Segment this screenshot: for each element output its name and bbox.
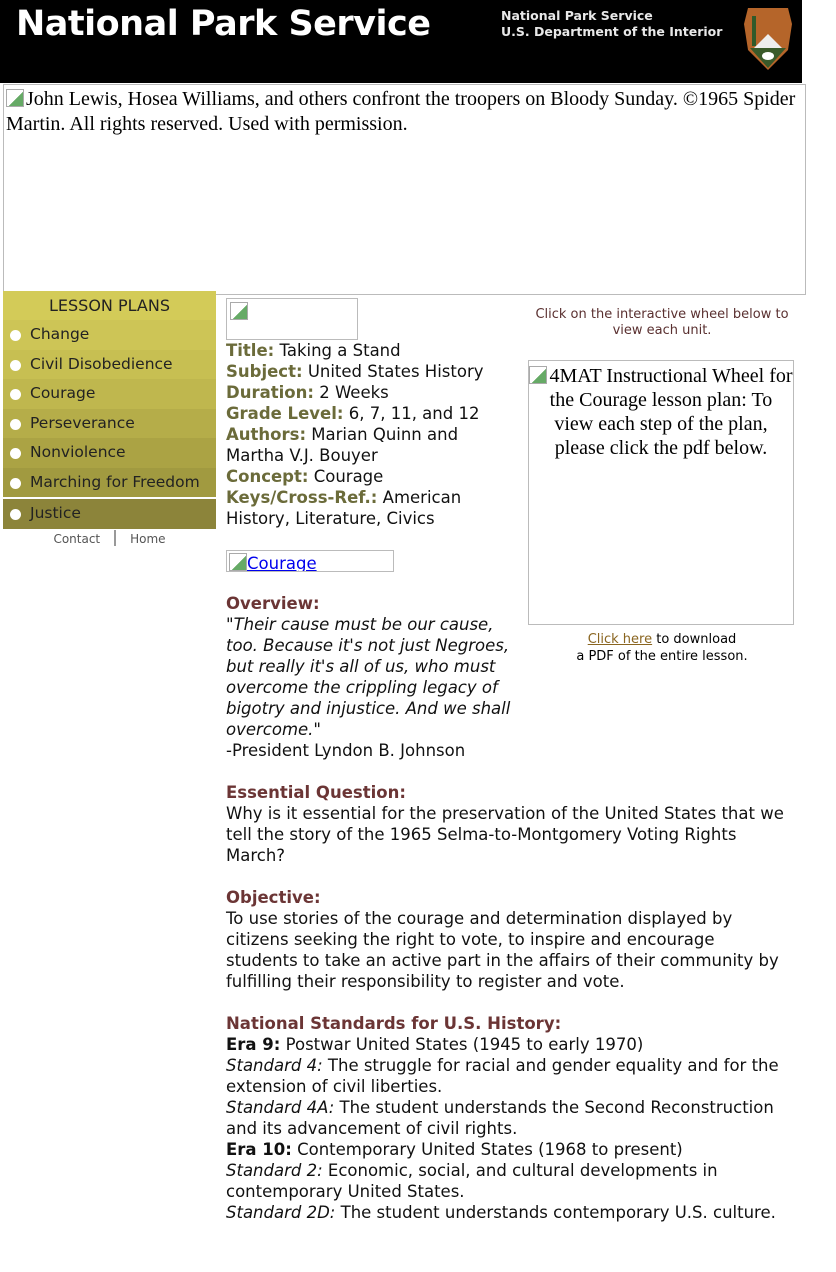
standard-item: Standard 4A: The student understands the Second Reconstruction and its advancement of civil rights.: [226, 1098, 774, 1138]
sidebar-item-change[interactable]: Change: [3, 320, 216, 350]
info-row: Subject: United States History: [226, 362, 484, 381]
quote-attribution: -President Lyndon B. Johnson: [226, 741, 466, 760]
sidebar-item-courage[interactable]: Courage: [3, 379, 216, 409]
site-title[interactable]: National Park Service: [16, 4, 431, 44]
objective-heading: Objective:: [226, 888, 321, 907]
contact-link[interactable]: Contact: [53, 532, 101, 546]
pdf-download-link[interactable]: Click here: [587, 632, 653, 647]
standard-item: Standard 4: The struggle for racial and gender equality and for the extension of civil liberties.: [226, 1056, 779, 1096]
divider: [114, 530, 116, 546]
info-row: Title: Taking a Stand: [226, 341, 401, 360]
site-header: [0, 0, 802, 83]
broken-image-icon: [229, 553, 247, 571]
sidebar-item-nonviolence[interactable]: Nonviolence: [3, 438, 216, 468]
agency-text: National Park Service U.S. Department of the Interior: [501, 8, 723, 39]
objective-text: To use stories of the courage and determination displayed by citizens seeking the right to vote, to inspire and encourage students to take an active part in the affairs of their community by fulfilling their responsibility to register and vote.: [226, 909, 779, 991]
lesson-image-placeholder: [226, 298, 358, 340]
info-row: Concept: Courage: [226, 467, 384, 486]
info-row: Keys/Cross-Ref.: American History, Literature, Civics: [226, 488, 462, 528]
standard-era: Era 10: Contemporary United States (1968 to present): [226, 1140, 683, 1159]
sidebar-item-marching-for-freedom[interactable]: Marching for Freedom: [3, 468, 216, 498]
essential-question-heading: Essential Question:: [226, 783, 406, 802]
overview-heading: Overview:: [226, 594, 320, 613]
pdf-download: Click here to download a PDF of the entire lesson.: [576, 632, 748, 664]
standard-item: Standard 2D: The student understands contemporary U.S. culture.: [226, 1203, 776, 1222]
footer-links: [3, 530, 216, 546]
home-link[interactable]: Home: [130, 532, 166, 546]
hero-image-alt: John Lewis, Hosea Williams, and others confront the troopers on Bloody Sunday. ©1965 Spider Martin. All rights reserved. Used with permission.: [6, 88, 796, 135]
essential-question-text: Why is it essential for the preservation of the United States that we tell the story of the 1965 Selma-to-Montgomery Voting Rights March?: [226, 804, 784, 865]
lesson-plans-sidebar: [3, 291, 216, 529]
courage-link[interactable]: Courage: [247, 554, 317, 572]
info-row: Grade Level: 6, 7, 11, and 12: [226, 404, 480, 423]
courage-image-link[interactable]: [226, 550, 394, 572]
overview-quote: "Their cause must be our cause, too. Because it's not just Negroes, but really it's all of us, who must overcome the crippling legacy of bigotry and injustice. And we shall overcome.": [226, 615, 511, 739]
instructional-wheel-image[interactable]: 4MAT Instructional Wheel for the Courage lesson plan: To view each step of the plan, please click the pdf below.: [528, 360, 794, 625]
hero-image: [3, 84, 806, 295]
broken-image-icon: [230, 302, 248, 320]
sidebar-item-perseverance[interactable]: Perseverance: [3, 409, 216, 439]
nps-arrowhead-logo[interactable]: [740, 4, 796, 72]
standard-item: Standard 2: Economic, social, and cultural developments in contemporary United States.: [226, 1161, 718, 1201]
sidebar-item-justice[interactable]: Justice: [3, 499, 216, 529]
info-row: Duration: 2 Weeks: [226, 383, 389, 402]
lesson-info: [226, 340, 516, 529]
sidebar-item-civil-disobedience[interactable]: Civil Disobedience: [3, 350, 216, 380]
sidebar-heading: LESSON PLANS: [3, 291, 216, 320]
broken-image-icon: [6, 89, 24, 107]
wheel-instructions: Click on the interactive wheel below to view each unit.: [535, 307, 789, 338]
standard-era: Era 9: Postwar United States (1945 to early 1970): [226, 1035, 644, 1054]
broken-image-icon: [529, 366, 547, 384]
standards-heading: National Standards for U.S. History:: [226, 1014, 562, 1033]
info-row: Authors: Marian Quinn and Martha V.J. Bouyer: [226, 425, 459, 465]
